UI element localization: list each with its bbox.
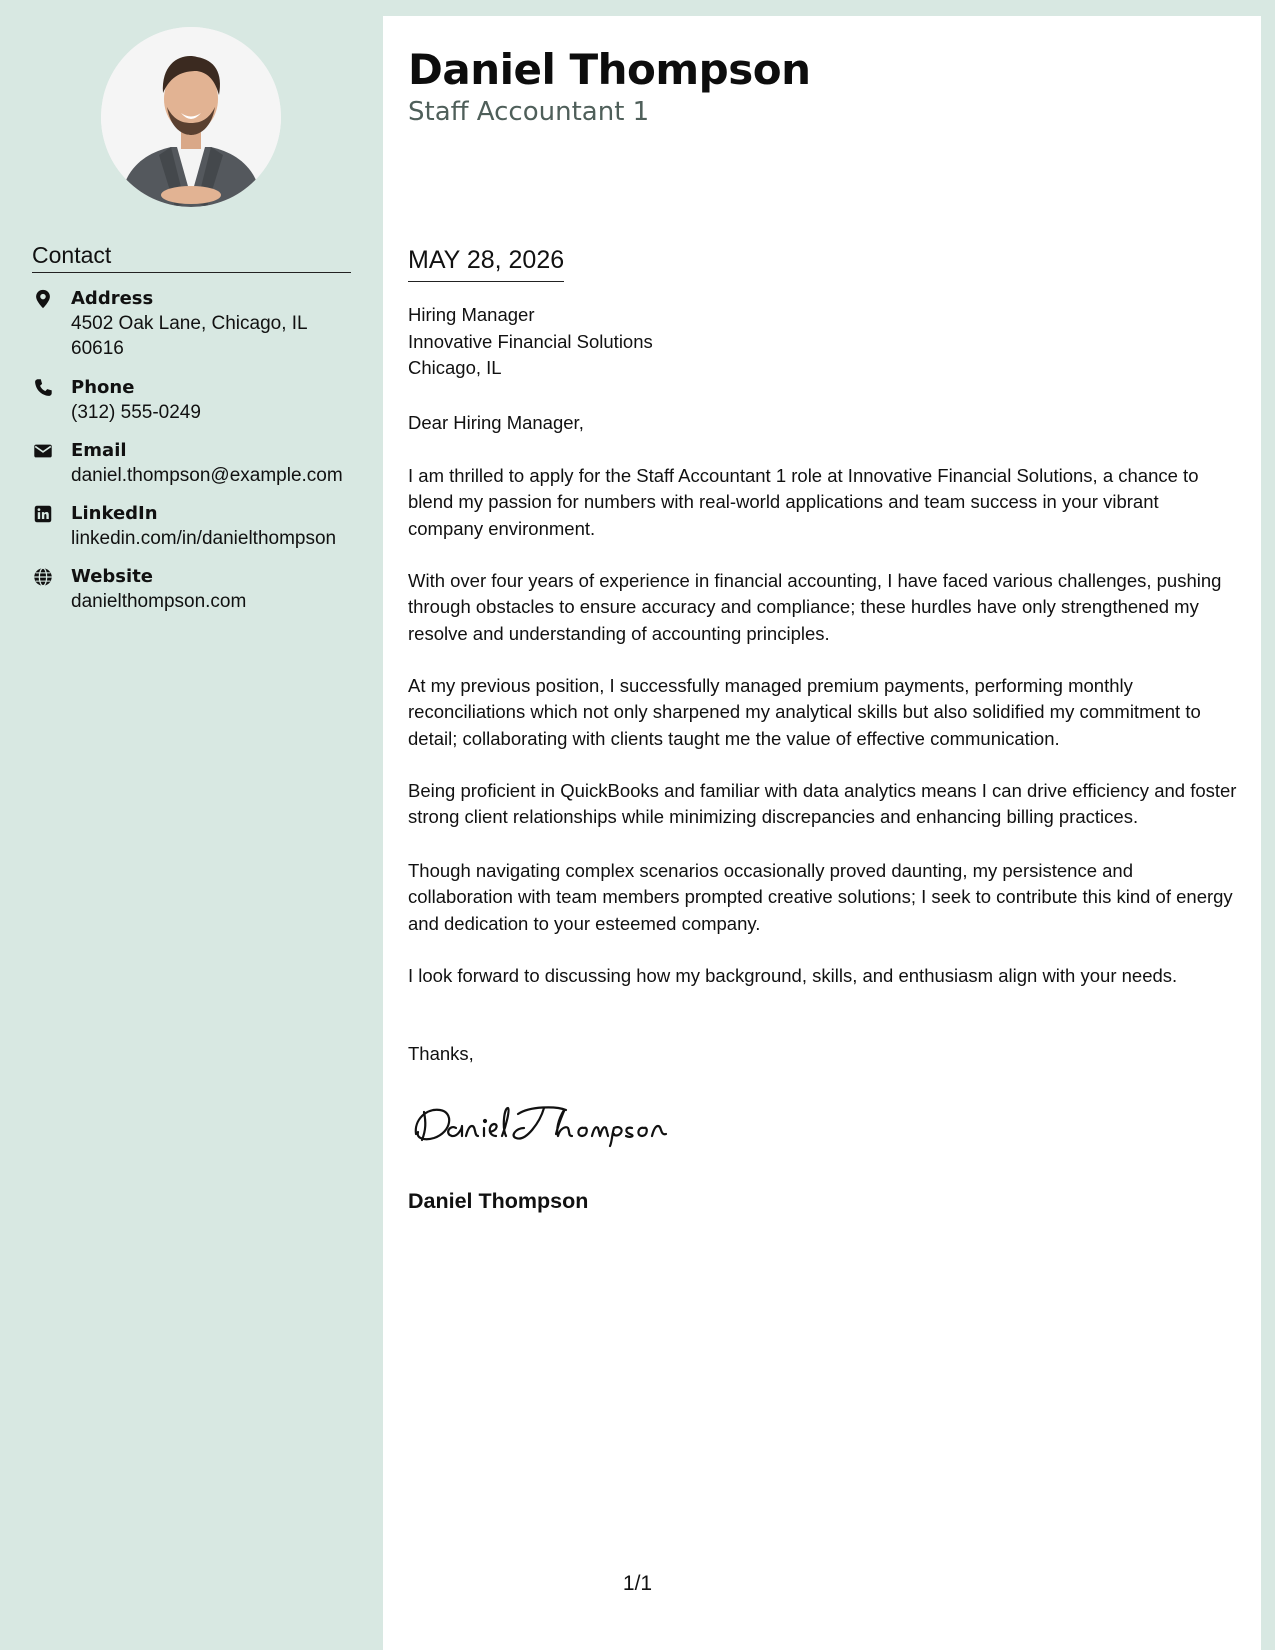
page-number: 1/1 — [622, 1572, 653, 1595]
applicant-name: Daniel Thompson — [408, 45, 811, 94]
email-label: Email — [71, 440, 127, 461]
job-title: Staff Accountant 1 — [408, 97, 650, 127]
envelope-icon — [32, 440, 54, 462]
letter-date: MAY 28, 2026 — [408, 245, 564, 282]
phone-value: (312) 555-0249 — [71, 402, 201, 423]
linkedin-value: linkedin.com/in/danielthompson — [71, 528, 337, 549]
closing: Thanks, — [408, 1043, 474, 1064]
map-pin-icon — [32, 288, 54, 310]
right-band — [1261, 0, 1275, 1650]
avatar — [101, 27, 281, 207]
handwritten-signature — [406, 1098, 676, 1148]
signer-name: Daniel Thompson — [408, 1189, 589, 1213]
body-paragraph: At my previous position, I successfully managed premium payments, performing monthly reconciliations which not only sharpened my analytical skills but also solidified my commitment to detail; collaborating with clients taught me the value of effective communication. — [408, 675, 1201, 749]
body-paragraph: I am thrilled to apply for the Staff Accountant 1 role at Innovative Financial Solutions, a chance to blend my passion for numbers with real-world applications and team success in your vibrant company environment. — [408, 465, 1199, 539]
body-paragraph: I look forward to discussing how my background, skills, and enthusiasm align with your needs. — [408, 965, 1178, 986]
email-value: daniel.thompson@example.com — [71, 465, 343, 486]
sidebar — [0, 0, 383, 1650]
address-label: Address — [71, 288, 154, 309]
body-paragraph: Though navigating complex scenarios occasionally proved daunting, my persistence and collaboration with team members prompted creative solutions; I seek to contribute this kind of energy and dedication to your esteemed company. — [408, 860, 1233, 934]
phone-label: Phone — [71, 377, 135, 398]
recipient-line: Hiring Manager — [408, 304, 535, 325]
body-paragraph: With over four years of experience in financial accounting, I have faced various challenges, pushing through obstacles to ensure accuracy and compliance; these hurdles have only strengthened my resolve and understanding of accounting principles. — [408, 570, 1222, 644]
linkedin-label: LinkedIn — [71, 503, 158, 524]
globe-icon — [32, 566, 54, 588]
recipient-company: Innovative Financial Solutions — [408, 330, 653, 352]
website-value: danielthompson.com — [71, 591, 247, 612]
salutation: Dear Hiring Manager, — [408, 412, 584, 433]
contact-heading: Contact — [32, 240, 351, 273]
address-value: 4502 Oak Lane, Chicago, IL 60616 — [71, 313, 307, 359]
body-paragraph: Being proficient in QuickBooks and familiar with data analytics means I can drive efficiency and foster strong client relationships while minimizing discrepancies and enhancing billing practices. — [408, 780, 1237, 828]
phone-icon — [32, 377, 54, 399]
recipient-location: Chicago, IL — [408, 357, 502, 378]
recipient-block — [408, 302, 653, 382]
website-label: Website — [71, 566, 154, 587]
linkedin-icon — [32, 503, 54, 525]
